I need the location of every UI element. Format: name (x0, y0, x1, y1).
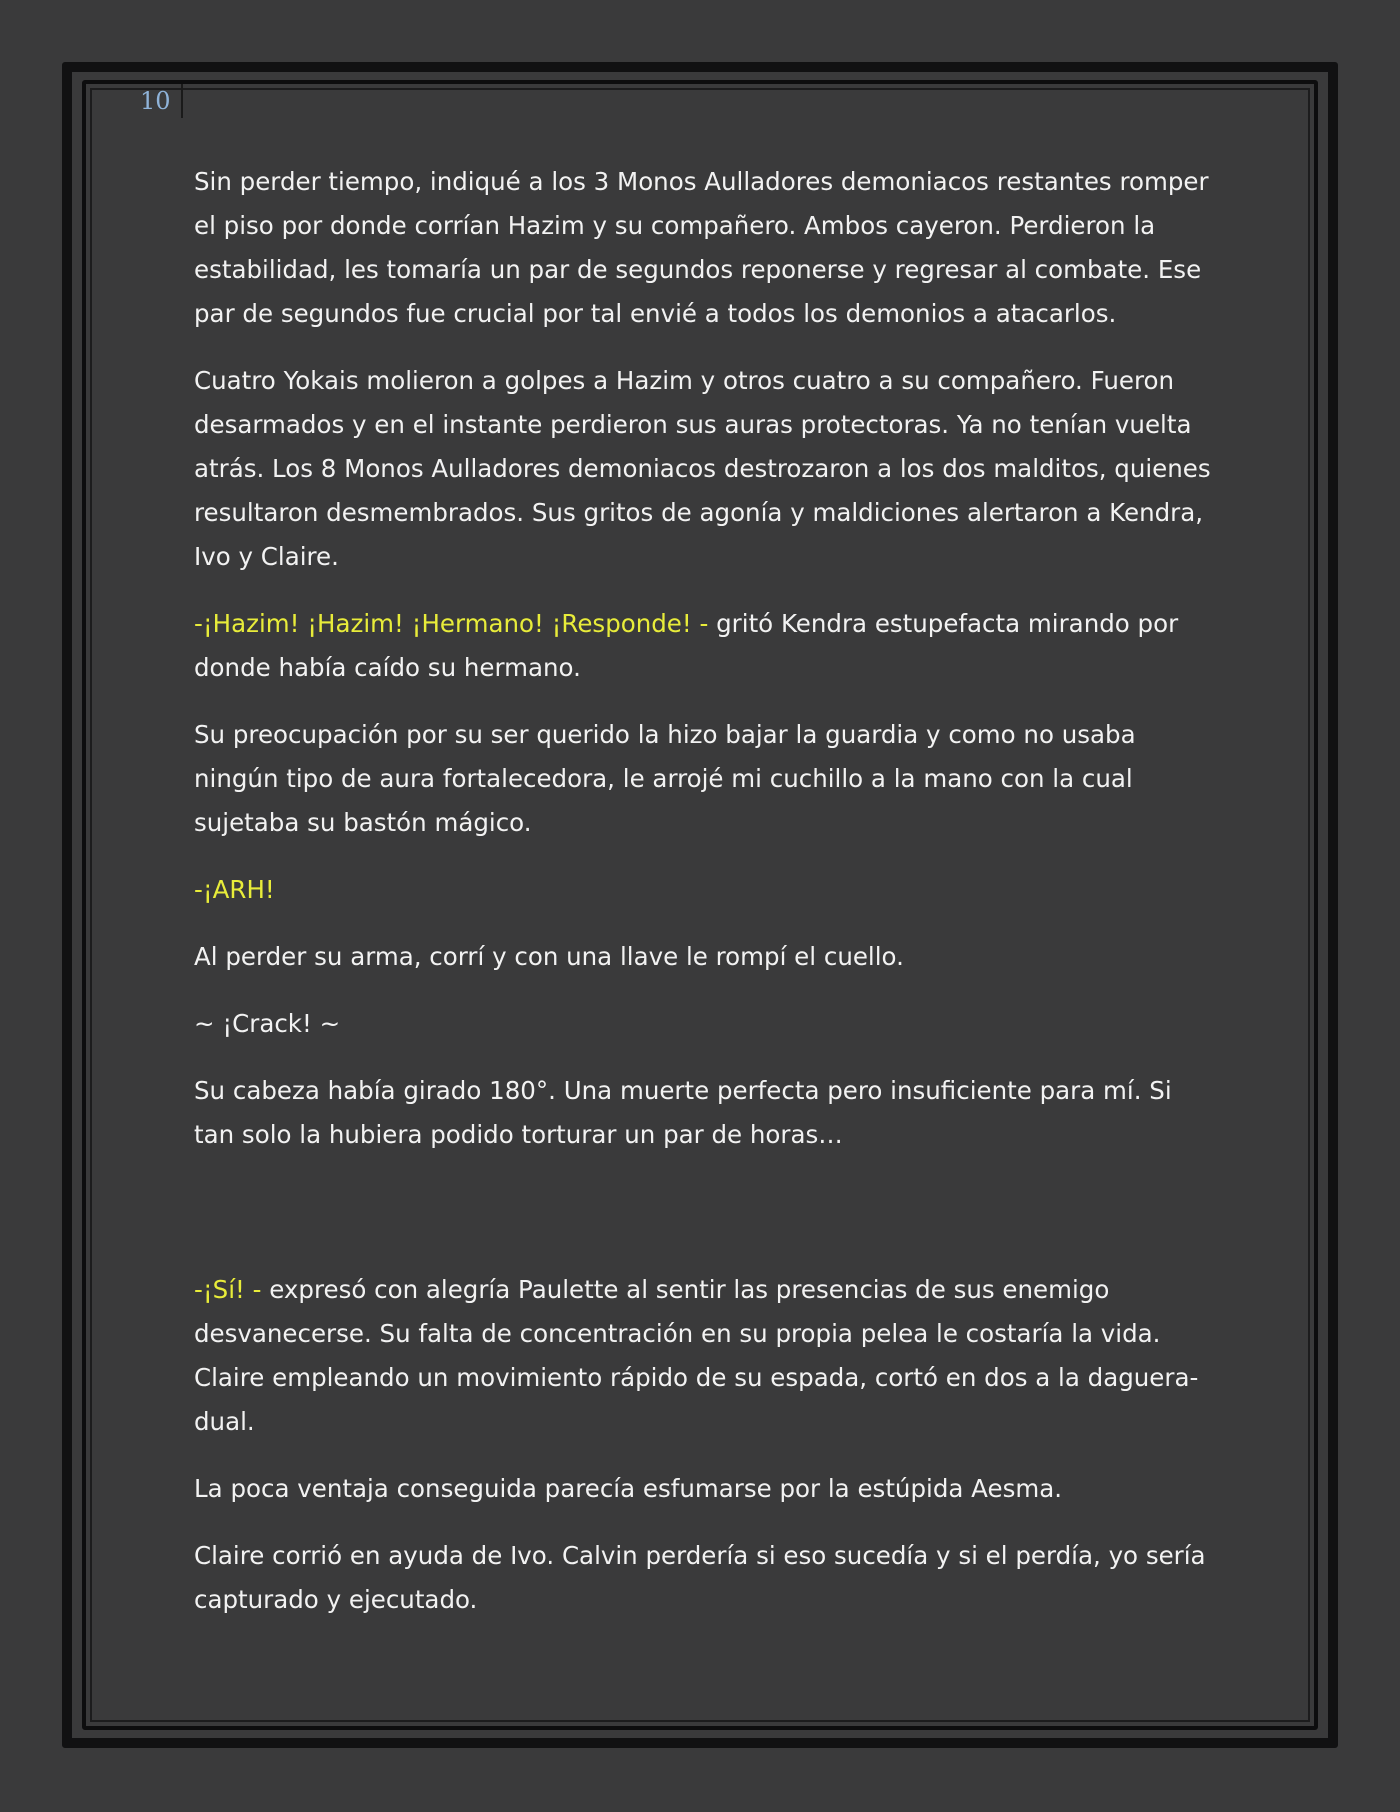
scene-break (194, 1180, 1214, 1268)
narration: expresó con alegría Paulette al sentir las presencias de sus enemigo desvanecerse. Su falta de concentración en su propia pelea le costaría la vida. Claire empleando un movimiento rápido de su espada, cortó en dos a la daguera-dual. (194, 1275, 1199, 1436)
paragraph: La poca ventaja conseguida parecía esfumarse por la estúpida Aesma. (194, 1474, 1063, 1503)
dialogue-paragraph (194, 868, 1214, 912)
paragraph: Cuatro Yokais molieron a golpes a Hazim y otros cuatro a su compañero. Fueron desarmados y en el instante perdieron sus auras protectoras. Ya no tenían vuelta atrás. Los 8 Monos Aulladores demoniacos destrozaron a los dos malditos, quienes resultaron desmembrados. Sus gritos de agonía y maldiciones alertaron a Kendra, Ivo y Claire. (194, 366, 1211, 571)
dialogue-line: -¡Sí! - (194, 1275, 262, 1304)
sound-effect: ~ ¡Crack! ~ (194, 1009, 341, 1038)
paragraph: Sin perder tiempo, indiqué a los 3 Monos Aulladores demoniacos restantes romper el piso por donde corrían Hazim y su compañero. Ambos cayeron. Perdieron la estabilidad, les tomaría un par de segundos reponerse y regresar al combate. Ese par de segundos fue crucial por tal envié a todos los demonios a atacarlos. (194, 167, 1209, 328)
dialogue-line: -¡ARH! (194, 875, 275, 904)
paragraph: Claire corrió en ayuda de Ivo. Calvin perdería si eso sucedía y si el perdía, yo sería capturado y ejecutado. (194, 1541, 1206, 1614)
page-number: 10 (140, 84, 183, 118)
dialogue-line: -¡Hazim! ¡Hazim! ¡Hermano! ¡Responde! - (194, 609, 709, 638)
paragraph: Su preocupación por su ser querido la hizo bajar la guardia y como no usaba ningún tipo de aura fortalecedora, le arrojé mi cuchillo a la mano con la cual sujetaba su bastón mágico. (194, 720, 1136, 837)
dialogue-paragraph (194, 1268, 1214, 1444)
dialogue-paragraph (194, 602, 1214, 690)
paragraph: Su cabeza había girado 180°. Una muerte perfecta pero insuficiente para mí. Si tan solo la hubiera podido torturar un par de horas… (194, 1076, 1172, 1149)
narration: gritó Kendra estupefacta mirando por donde había caído su hermano. (194, 609, 1179, 682)
paragraph: Al perder su arma, corrí y con una llave le rompí el cuello. (194, 942, 904, 971)
story-text (194, 160, 1214, 1645)
